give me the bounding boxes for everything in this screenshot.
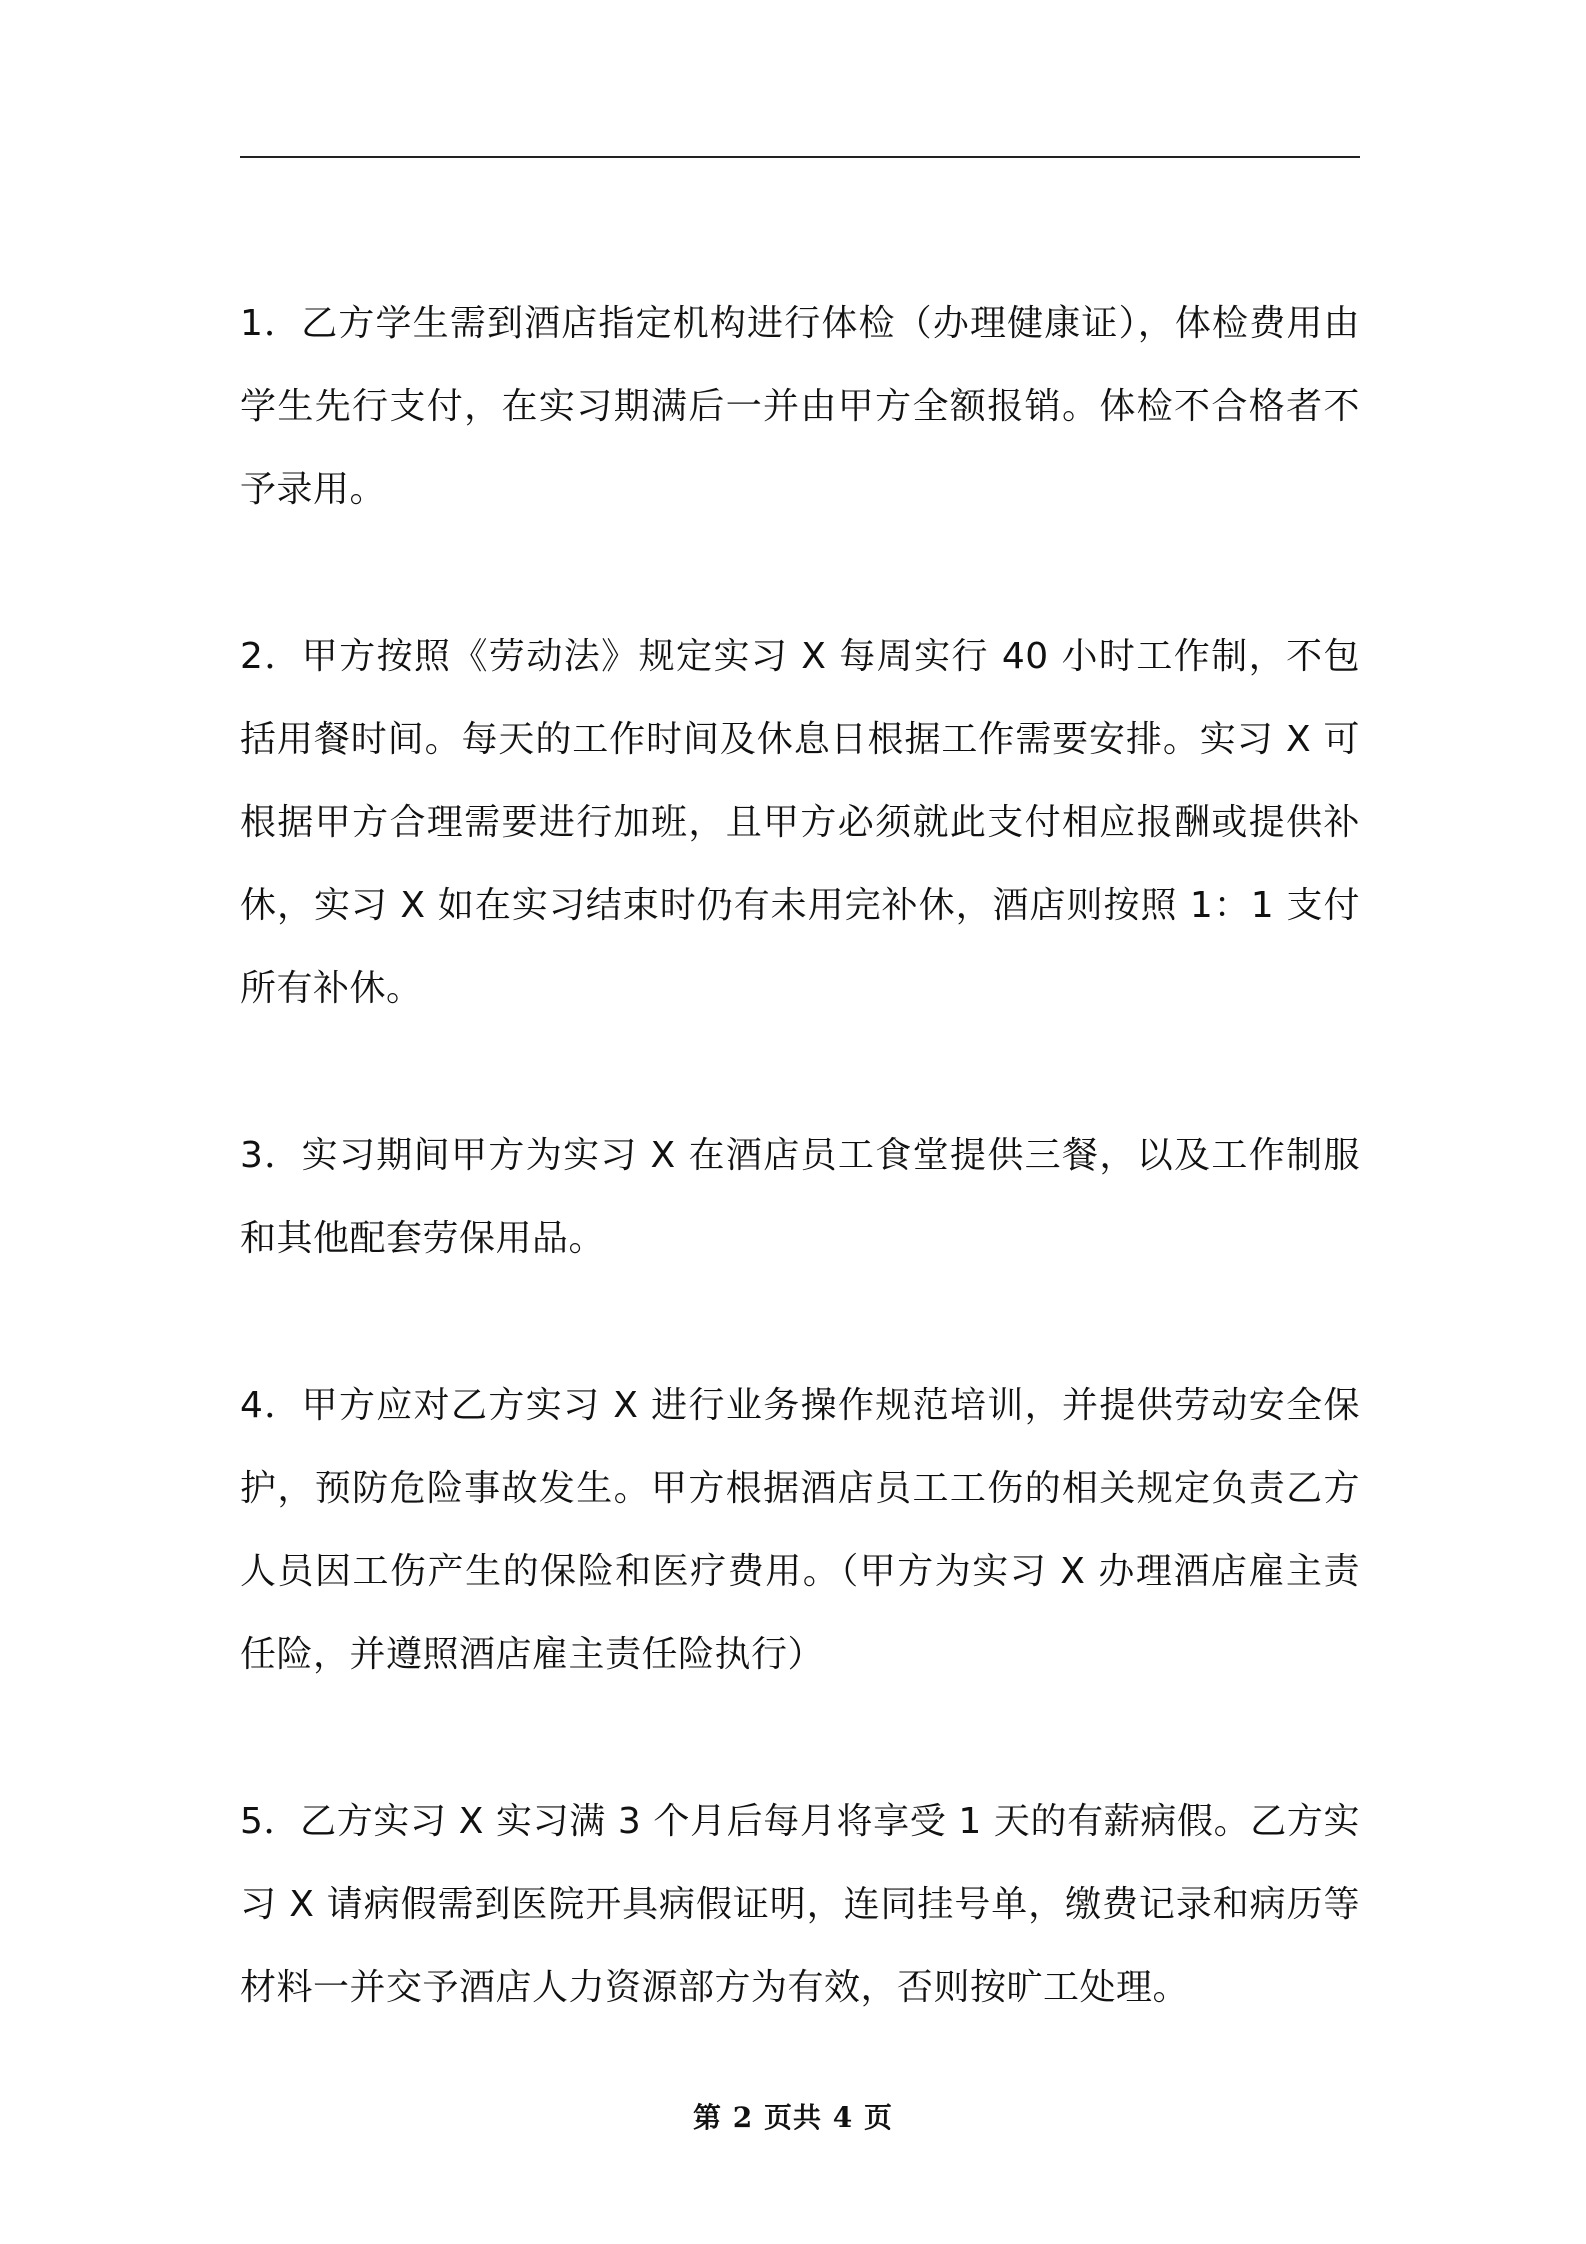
clause-3: 3．实习期间甲方为实习 X 在酒店员工食堂提供三餐，以及工作制服和其他配套劳保用品。 (240, 1135, 1360, 1259)
clause-5: 5．乙方实习 X 实习满 3 个月后每月将享受 1 天的有薪病假。乙方实习 X 请病假需到医院开具病假证明，连同挂号单，缴费记录和病历等材料一并交予酒店人力资源部方为有效，否则按旷工处理。 (240, 1801, 1360, 2008)
clause-4: 4．甲方应对乙方实习 X 进行业务操作规范培训，并提供劳动安全保护，预防危险事故发生。甲方根据酒店员工工伤的相关规定负责乙方人员因工伤产生的保险和医疗费用。（甲方为实习 X 办理酒店雇主责任险，并遵照酒店雇主责任险执行） (240, 1385, 1360, 1675)
clause-2: 2．甲方按照《劳动法》规定实习 X 每周实行 40 小时工作制，不包括用餐时间。每天的工作时间及休息日根据工作需要安排。实习 X 可根据甲方合理需要进行加班，且甲方必须就此支付相应报酬或提供补休，实习 X 如在实习结束时仍有未用完补休，酒店则按照 1：1 支付所有补休。 (240, 636, 1360, 1009)
document-body (240, 282, 1360, 2029)
header-rule (240, 156, 1360, 158)
page-number: 第 2 页共 4 页 (693, 2101, 893, 2134)
clause-1: 1．乙方学生需到酒店指定机构进行体检（办理健康证），体检费用由学生先行支付，在实习期满后一并由甲方全额报销。体检不合格者不予录用。 (240, 303, 1360, 510)
